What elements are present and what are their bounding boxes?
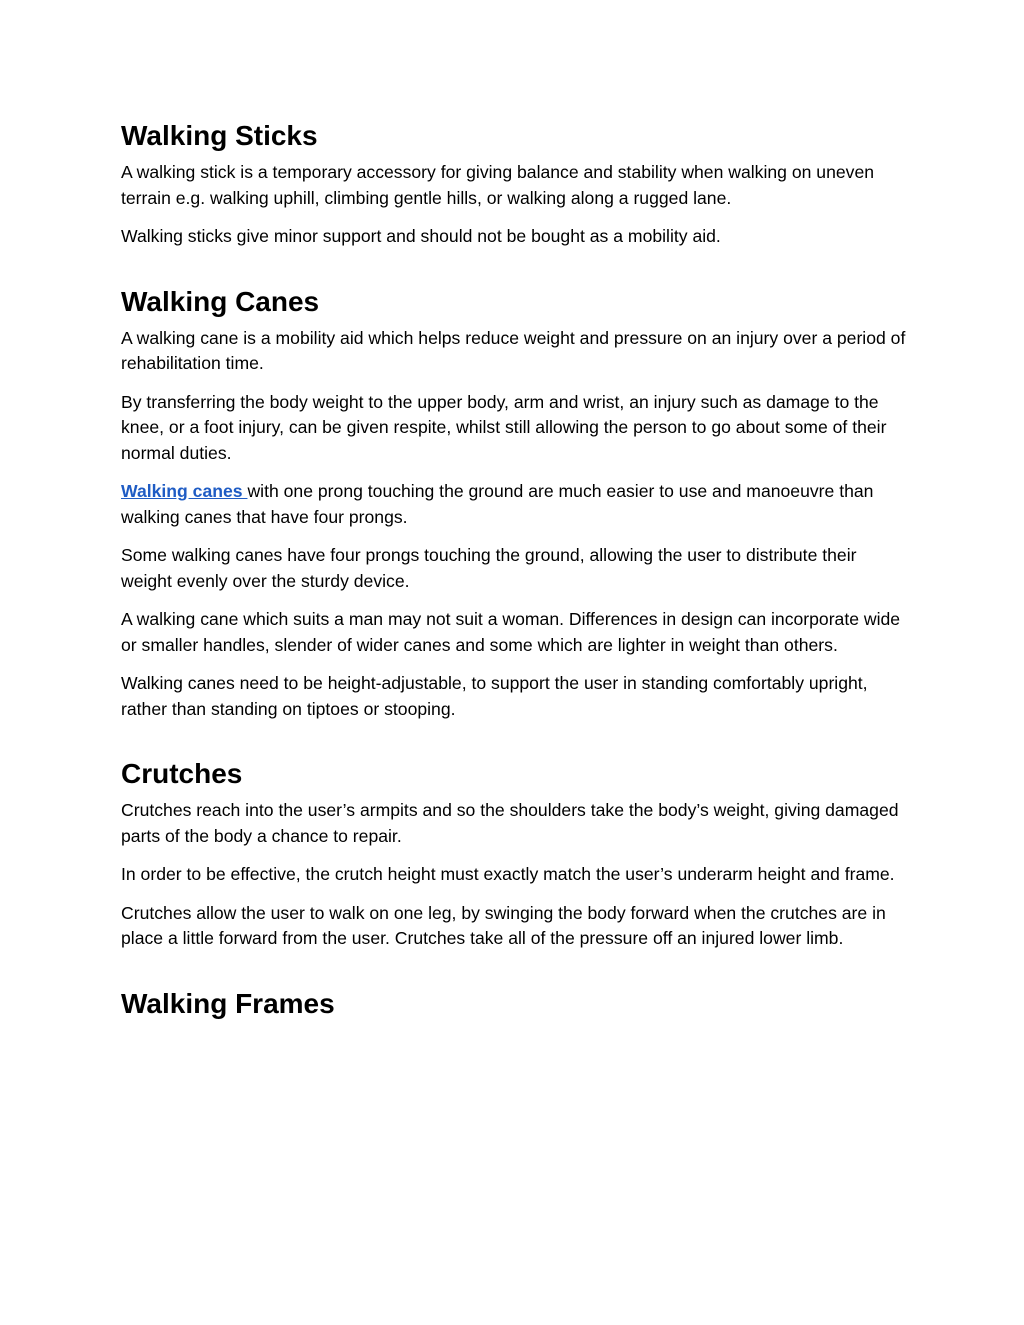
paragraph-with-link — [121, 479, 911, 530]
walking-canes-link[interactable]: Walking canes — [121, 481, 248, 501]
paragraph: Walking canes need to be height-adjustable, to support the user in standing comfortably upright, rather than standing on tiptoes or stooping. — [121, 673, 868, 719]
paragraph: A walking stick is a temporary accessory for giving balance and stability when walking on uneven terrain e.g. walking uphill, climbing gentle hills, or walking along a rugged lane. — [121, 162, 875, 208]
paragraph: By transferring the body weight to the upper body, arm and wrist, an injury such as damage to the knee, or a foot injury, can be given respite, whilst still allowing the person to go about some of their normal duties. — [121, 391, 887, 463]
section-walking-canes — [121, 284, 911, 723]
paragraph: Crutches allow the user to walk on one leg, by swinging the body forward when the crutches are in place a little forward from the user. Crutches take all of the pressure off an injured lower limb. — [121, 902, 886, 948]
paragraph: A walking cane is a mobility aid which helps reduce weight and pressure on an injury over a period of rehabilitation time. — [121, 327, 906, 373]
paragraph: A walking cane which suits a man may not suit a woman. Differences in design can incorporate wide or smaller handles, slender of wider canes and some which are lighter in weight than others. — [121, 609, 901, 655]
heading-walking-frames: Walking Frames — [121, 987, 335, 1019]
section-walking-sticks — [121, 118, 911, 250]
document-page — [121, 118, 911, 1028]
section-walking-frames — [121, 986, 911, 1022]
heading-crutches: Crutches — [121, 758, 243, 789]
heading-walking-sticks: Walking Sticks — [121, 120, 318, 151]
section-crutches — [121, 756, 911, 952]
paragraph: Walking sticks give minor support and should not be bought as a mobility aid. — [121, 226, 721, 246]
link-paragraph-rest: with one prong touching the ground are much easier to use and manoeuvre than walking canes that have four prongs. — [121, 481, 874, 527]
heading-walking-canes: Walking Canes — [121, 285, 320, 317]
paragraph: Some walking canes have four prongs touching the ground, allowing the user to distribute their weight evenly over the sturdy device. — [121, 545, 857, 591]
paragraph: In order to be effective, the crutch height must exactly match the user’s underarm height and frame. — [121, 864, 895, 884]
paragraph: Crutches reach into the user’s armpits and so the shoulders take the body’s weight, giving damaged parts of the body a chance to repair. — [121, 800, 899, 846]
